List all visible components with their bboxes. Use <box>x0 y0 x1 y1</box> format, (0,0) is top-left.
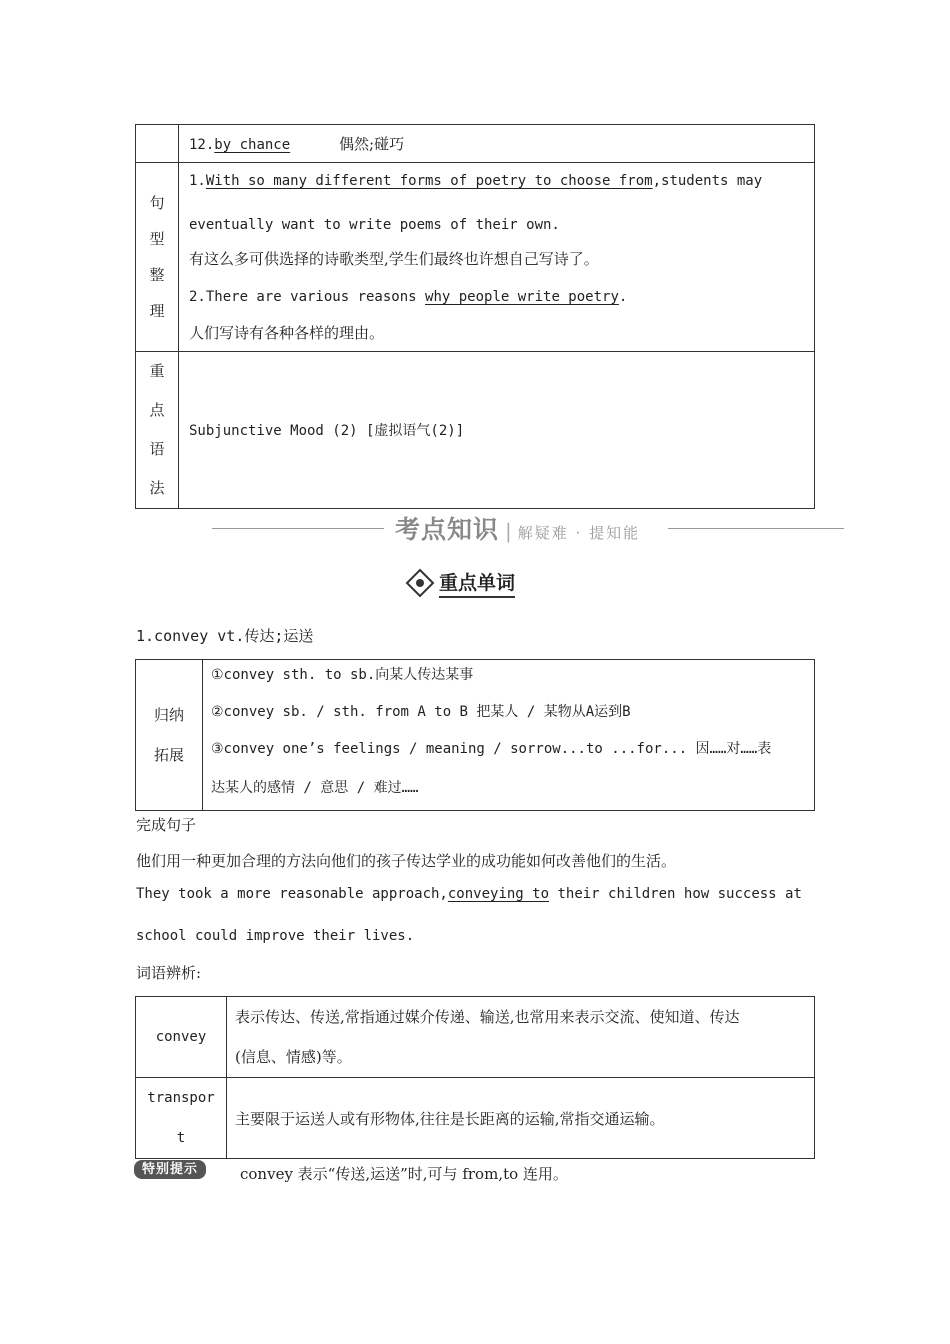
discrimination-label: 词语辨析: <box>136 964 202 982</box>
phrase-text: by chance <box>214 137 291 153</box>
complete-sentence-en-line2: school could improve their lives. <box>136 928 415 944</box>
sentence1-line1 <box>189 167 806 207</box>
complete-sentence-en <box>136 886 814 902</box>
subheading <box>405 568 515 598</box>
tip-text: convey 表示“传送,运送”时,可与 from,to 连用。 <box>240 1165 568 1183</box>
banner-divider: | <box>505 519 512 543</box>
sentence2-prefix: 2.There are various reasons <box>189 289 426 305</box>
banner-text <box>395 510 640 546</box>
summary-item-2: ②convey sb. / sth. from A to B 把某人 / 某物从A运到B <box>211 704 631 720</box>
grammar-section-label <box>136 352 179 509</box>
sentence2-answer: why people write poetry <box>425 289 619 305</box>
diamond-bullet-icon <box>405 568 435 598</box>
grammar-content: Subjunctive Mood (2) [虚拟语气(2)] <box>179 352 815 509</box>
sentence1-number: 1. <box>189 173 206 189</box>
sentence1-answer: With so many different forms of poetry to choose from <box>205 173 653 189</box>
label-char: 整 <box>149 266 165 284</box>
phrase-number: 12. <box>189 137 215 153</box>
summary-table <box>135 659 815 811</box>
banner-left-rule <box>212 528 384 529</box>
summary-label <box>136 660 203 811</box>
complete-en-suffix: their children how success at <box>549 886 802 902</box>
label-char: 重 <box>149 362 165 380</box>
summary-item-3-cont: 达某人的感情 / 意思 / 难过…… <box>211 780 419 796</box>
section-subtitle: 解疑难 · 提知能 <box>517 524 641 542</box>
word-transport <box>136 1078 227 1159</box>
tip-badge <box>134 1158 206 1177</box>
desc-line: 表示传达、传送,常指通过媒介传递、输送,也常用来表示交流、使知道、传达 <box>235 1008 740 1026</box>
sentence1-rest: ,students may <box>652 173 763 189</box>
summary-item-3: ③convey one’s feelings / meaning / sorrow...to ...for... 因……对……表 <box>211 741 772 757</box>
summary-label-line: 拓展 <box>153 746 184 764</box>
phrase-meaning: 偶然;碰巧 <box>339 135 405 153</box>
empty-label-cell <box>136 125 179 163</box>
entry-heading <box>136 625 313 646</box>
label-char: 型 <box>149 230 165 248</box>
label-char: 理 <box>149 302 165 320</box>
vocab-sentence-grammar-table <box>135 124 815 509</box>
label-char: 句 <box>149 194 165 212</box>
banner-right-rule <box>668 528 844 529</box>
sentence-section-content <box>179 163 815 352</box>
sentence2-suffix: . <box>618 289 628 305</box>
summary-item-1: ①convey sth. to sb.向某人传达某事 <box>211 667 474 683</box>
word-convey: convey <box>136 997 227 1078</box>
section-banner <box>212 510 844 550</box>
label-char: 语 <box>149 440 165 458</box>
entry-heading-text: 1.convey vt.传达;运送 <box>136 627 314 645</box>
summary-label-line: 归纳 <box>153 706 184 724</box>
section-title: 考点知识 <box>395 515 500 544</box>
label-char: 法 <box>149 479 165 497</box>
sentence2-translation: 人们写诗有各种各样的理由。 <box>189 324 385 342</box>
complete-sentence-label: 完成句子 <box>136 816 197 834</box>
sentence-section-label <box>136 163 179 352</box>
summary-content <box>203 660 815 811</box>
subheading-text: 重点单词 <box>439 568 515 598</box>
complete-sentence-cn: 他们用一种更加合理的方法向他们的孩子传达学业的成功能如何改善他们的生活。 <box>136 852 677 870</box>
desc-convey <box>227 997 815 1078</box>
desc-transport: 主要限于运送人或有形物体,往往是长距离的运输,常指交通运输。 <box>227 1078 815 1159</box>
tip-badge-text: 特别提示 <box>134 1160 206 1179</box>
sentence1-translation: 有这么多可供选择的诗歌类型,学生们最终也许想自己写诗了。 <box>189 250 599 268</box>
complete-en-answer: conveying to <box>447 886 550 902</box>
label-char: 点 <box>149 401 165 419</box>
word-line: t <box>176 1130 186 1146</box>
phrase-row <box>179 125 815 163</box>
complete-en-prefix: They took a more reasonable approach, <box>136 886 448 902</box>
sentence1-line2: eventually want to write poems of their own. <box>189 217 560 233</box>
word-line: transpor <box>147 1090 215 1106</box>
discrimination-table <box>135 996 815 1159</box>
sentence2 <box>189 279 806 315</box>
desc-line: (信息、情感)等。 <box>235 1048 352 1066</box>
